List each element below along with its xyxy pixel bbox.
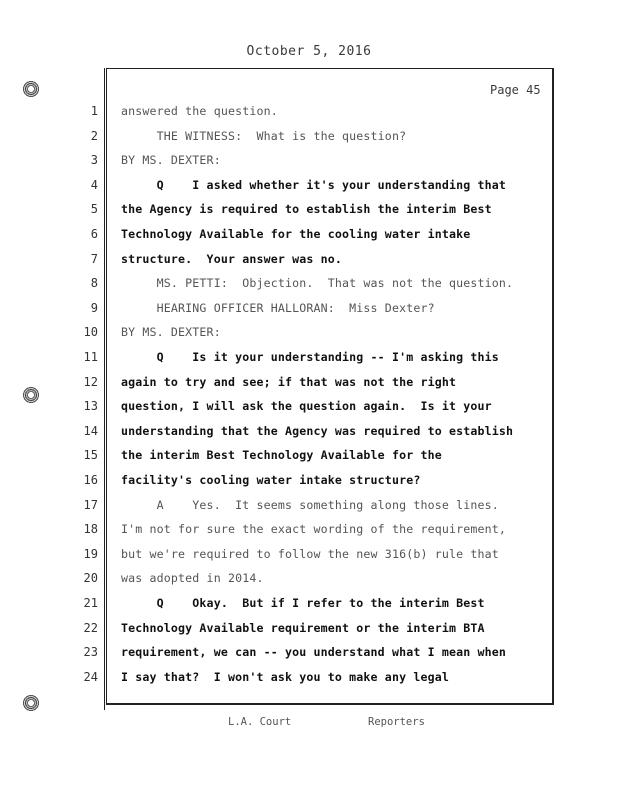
line-number: 18 (83, 522, 98, 537)
hole-punch-top-icon (22, 80, 40, 98)
transcript-line (0, 375, 618, 399)
line-text: BY MS. DEXTER: (121, 153, 221, 168)
line-text: facility's cooling water intake structure? (121, 473, 421, 487)
transcript-line (0, 276, 618, 300)
line-number: 2 (90, 128, 98, 143)
transcript-line (0, 252, 618, 276)
line-number: 15 (83, 448, 98, 463)
line-number: 5 (90, 202, 98, 217)
line-number: 4 (90, 177, 98, 192)
line-number: 8 (90, 276, 98, 291)
line-text: Technology Available requirement or the interim BTA (121, 620, 485, 635)
line-text: again to try and see; if that was not the right (121, 374, 457, 389)
line-number: 21 (83, 596, 98, 610)
line-number: 20 (83, 571, 98, 586)
line-text: A Yes. It seems something along those lines. (121, 497, 499, 512)
transcript-line (0, 350, 618, 374)
line-number: 24 (83, 669, 98, 684)
line-text: Q I asked whether it's your understanding that (121, 177, 507, 192)
transcript-line (0, 621, 618, 645)
line-number: 3 (90, 153, 98, 168)
transcript-line (0, 522, 618, 546)
line-text: the Agency is required to establish the interim Best (121, 202, 492, 217)
transcript-line (0, 424, 618, 448)
transcript-line (0, 153, 618, 177)
line-number: 12 (83, 374, 98, 389)
line-number: 22 (83, 620, 98, 635)
line-number: 11 (83, 350, 98, 364)
footer-right-text: Reporters (368, 716, 425, 728)
line-number: 23 (83, 645, 98, 660)
line-number: 7 (90, 251, 98, 266)
line-number: 16 (83, 473, 98, 487)
footer-left-text: L.A. Court (228, 716, 292, 728)
line-text: understanding that the Agency was required to establish (121, 423, 514, 438)
line-text: Technology Available for the cooling water intake (121, 227, 471, 241)
transcript-line (0, 129, 618, 153)
line-number: 13 (83, 399, 98, 414)
transcript-line (0, 571, 618, 595)
line-number: 10 (83, 325, 98, 340)
line-text: HEARING OFFICER HALLORAN: Miss Dexter? (121, 300, 435, 315)
line-text: structure. Your answer was no. (121, 251, 343, 266)
transcript-line (0, 301, 618, 325)
line-number: 19 (83, 546, 98, 561)
line-text: I say that? I won't ask you to make any legal (121, 669, 449, 684)
transcript-line (0, 645, 618, 669)
transcript-line (0, 670, 618, 694)
line-number: 14 (83, 423, 98, 438)
transcript-line (0, 498, 618, 522)
line-text: the interim Best Technology Available for the (121, 448, 442, 463)
transcript-line (0, 227, 618, 251)
line-text: question, I will ask the question again. Is it your (121, 399, 492, 414)
line-number: 17 (83, 497, 98, 512)
transcript-date: October 5, 2016 (246, 44, 372, 59)
line-text: Q Okay. But if I refer to the interim Best (121, 596, 485, 610)
line-text: MS. PETTI: Objection. That was not the question. (121, 276, 514, 291)
transcript-line (0, 325, 618, 349)
line-text: answered the question. (121, 104, 278, 118)
transcript-line (0, 473, 618, 497)
line-text: but we're required to follow the new 316(b) rule that (121, 546, 499, 561)
transcript-line (0, 202, 618, 226)
line-number: 6 (90, 227, 98, 241)
line-text: THE WITNESS: What is the question? (121, 128, 407, 143)
line-number: 1 (90, 104, 98, 118)
hole-punch-bottom-icon (22, 694, 40, 712)
line-text: requirement, we can -- you understand what I mean when (121, 645, 507, 660)
transcript-line (0, 399, 618, 423)
transcript-line (0, 547, 618, 571)
transcript-line (0, 596, 618, 620)
line-number: 9 (90, 300, 98, 315)
transcript-line (0, 104, 618, 128)
line-text: BY MS. DEXTER: (121, 325, 221, 340)
line-text: I'm not for sure the exact wording of the requirement, (121, 522, 507, 537)
line-text: was adopted in 2014. (121, 571, 264, 586)
line-text: Q Is it your understanding -- I'm asking this (121, 350, 499, 364)
page-number: Page 45 (490, 83, 541, 97)
transcript-line (0, 448, 618, 472)
transcript-line (0, 178, 618, 202)
